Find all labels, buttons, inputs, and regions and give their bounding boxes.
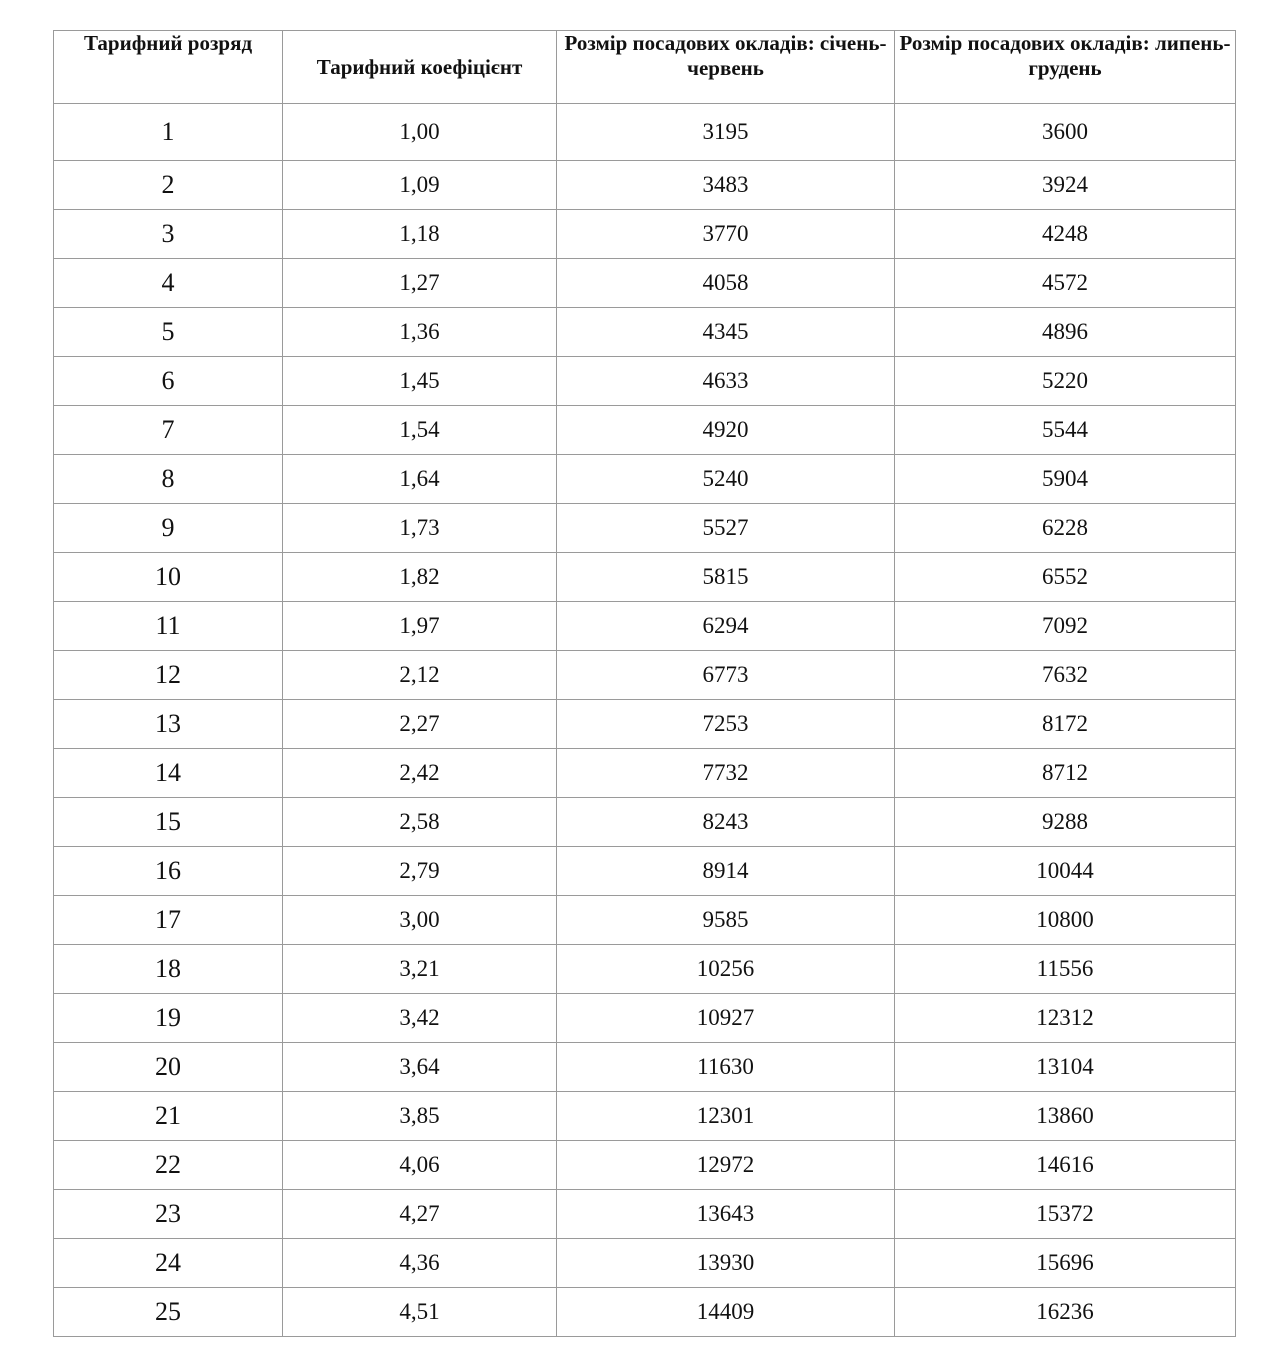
table-row (54, 798, 1236, 847)
tariff-salary-table (53, 30, 1236, 1337)
tariff-category-cell: 12 (54, 651, 283, 700)
table-row (54, 104, 1236, 161)
tariff-category-cell: 23 (54, 1190, 283, 1239)
tariff-coefficient-cell: 1,54 (283, 406, 557, 455)
salary-jul-dec-cell: 14616 (895, 1141, 1236, 1190)
salary-jan-jun-cell: 6773 (557, 651, 895, 700)
salary-jul-dec-cell: 6552 (895, 553, 1236, 602)
tariff-coefficient-cell: 1,27 (283, 259, 557, 308)
tariff-coefficient-cell: 2,79 (283, 847, 557, 896)
table-row (54, 602, 1236, 651)
salary-jul-dec-cell: 10044 (895, 847, 1236, 896)
tariff-coefficient-cell: 4,36 (283, 1239, 557, 1288)
salary-jul-dec-cell: 3600 (895, 104, 1236, 161)
header-tariff-coefficient: Тарифний коефіцієнт (283, 31, 557, 104)
tariff-category-cell: 5 (54, 308, 283, 357)
salary-jul-dec-cell: 16236 (895, 1288, 1236, 1337)
table-row (54, 1239, 1236, 1288)
salary-jan-jun-cell: 10256 (557, 945, 895, 994)
salary-jul-dec-cell: 6228 (895, 504, 1236, 553)
tariff-coefficient-cell: 1,73 (283, 504, 557, 553)
table-row (54, 1190, 1236, 1239)
tariff-coefficient-cell: 3,00 (283, 896, 557, 945)
salary-jan-jun-cell: 6294 (557, 602, 895, 651)
table-row (54, 945, 1236, 994)
tariff-category-cell: 8 (54, 455, 283, 504)
table-row (54, 651, 1236, 700)
tariff-category-cell: 1 (54, 104, 283, 161)
salary-jan-jun-cell: 4345 (557, 308, 895, 357)
tariff-coefficient-cell: 1,82 (283, 553, 557, 602)
salary-jan-jun-cell: 4058 (557, 259, 895, 308)
table-row (54, 994, 1236, 1043)
salary-jul-dec-cell: 13860 (895, 1092, 1236, 1141)
tariff-category-cell: 9 (54, 504, 283, 553)
header-tariff-category: Тарифний розряд (54, 31, 283, 104)
tariff-coefficient-cell: 1,09 (283, 161, 557, 210)
table-row (54, 259, 1236, 308)
salary-jan-jun-cell: 11630 (557, 1043, 895, 1092)
tariff-coefficient-cell: 3,85 (283, 1092, 557, 1141)
salary-jul-dec-cell: 15372 (895, 1190, 1236, 1239)
salary-jan-jun-cell: 3770 (557, 210, 895, 259)
salary-jan-jun-cell: 9585 (557, 896, 895, 945)
table-row (54, 210, 1236, 259)
salary-jan-jun-cell: 5240 (557, 455, 895, 504)
tariff-category-cell: 10 (54, 553, 283, 602)
salary-jul-dec-cell: 10800 (895, 896, 1236, 945)
salary-jul-dec-cell: 15696 (895, 1239, 1236, 1288)
tariff-coefficient-cell: 4,27 (283, 1190, 557, 1239)
tariff-category-cell: 21 (54, 1092, 283, 1141)
tariff-coefficient-cell: 2,58 (283, 798, 557, 847)
table-row (54, 1092, 1236, 1141)
tariff-category-cell: 7 (54, 406, 283, 455)
tariff-category-cell: 15 (54, 798, 283, 847)
tariff-category-cell: 14 (54, 749, 283, 798)
table-row (54, 504, 1236, 553)
table-row (54, 406, 1236, 455)
table-row (54, 1288, 1236, 1337)
table-row (54, 455, 1236, 504)
table-row (54, 1141, 1236, 1190)
table-row (54, 896, 1236, 945)
salary-jul-dec-cell: 5220 (895, 357, 1236, 406)
table-row (54, 357, 1236, 406)
salary-jan-jun-cell: 7732 (557, 749, 895, 798)
salary-jul-dec-cell: 7092 (895, 602, 1236, 651)
tariff-coefficient-cell: 2,42 (283, 749, 557, 798)
salary-jan-jun-cell: 4633 (557, 357, 895, 406)
salary-jan-jun-cell: 7253 (557, 700, 895, 749)
salary-jul-dec-cell: 11556 (895, 945, 1236, 994)
table-row (54, 308, 1236, 357)
table-row (54, 749, 1236, 798)
salary-jan-jun-cell: 14409 (557, 1288, 895, 1337)
tariff-category-cell: 18 (54, 945, 283, 994)
salary-jan-jun-cell: 8914 (557, 847, 895, 896)
tariff-coefficient-cell: 1,00 (283, 104, 557, 161)
tariff-category-cell: 19 (54, 994, 283, 1043)
salary-jul-dec-cell: 4572 (895, 259, 1236, 308)
tariff-coefficient-cell: 1,64 (283, 455, 557, 504)
tariff-category-cell: 13 (54, 700, 283, 749)
salary-jul-dec-cell: 3924 (895, 161, 1236, 210)
salary-jan-jun-cell: 13643 (557, 1190, 895, 1239)
salary-jul-dec-cell: 4248 (895, 210, 1236, 259)
tariff-coefficient-cell: 1,18 (283, 210, 557, 259)
salary-jul-dec-cell: 8172 (895, 700, 1236, 749)
salary-jul-dec-cell: 13104 (895, 1043, 1236, 1092)
salary-jan-jun-cell: 12301 (557, 1092, 895, 1141)
tariff-coefficient-cell: 1,45 (283, 357, 557, 406)
salary-jan-jun-cell: 12972 (557, 1141, 895, 1190)
tariff-category-cell: 22 (54, 1141, 283, 1190)
tariff-category-cell: 16 (54, 847, 283, 896)
table-row (54, 847, 1236, 896)
tariff-category-cell: 20 (54, 1043, 283, 1092)
table-row (54, 700, 1236, 749)
tariff-category-cell: 24 (54, 1239, 283, 1288)
header-salary-jan-jun: Розмір посадових окладів: січень-червень (557, 31, 895, 104)
salary-jan-jun-cell: 3195 (557, 104, 895, 161)
salary-jul-dec-cell: 5544 (895, 406, 1236, 455)
tariff-category-cell: 25 (54, 1288, 283, 1337)
header-row (54, 31, 1236, 104)
salary-jul-dec-cell: 4896 (895, 308, 1236, 357)
tariff-coefficient-cell: 2,27 (283, 700, 557, 749)
salary-jul-dec-cell: 7632 (895, 651, 1236, 700)
salary-jan-jun-cell: 3483 (557, 161, 895, 210)
salary-jan-jun-cell: 4920 (557, 406, 895, 455)
tariff-category-cell: 2 (54, 161, 283, 210)
tariff-category-cell: 4 (54, 259, 283, 308)
tariff-coefficient-cell: 4,51 (283, 1288, 557, 1337)
tariff-coefficient-cell: 3,21 (283, 945, 557, 994)
tariff-category-cell: 17 (54, 896, 283, 945)
salary-jul-dec-cell: 8712 (895, 749, 1236, 798)
salary-jul-dec-cell: 5904 (895, 455, 1236, 504)
salary-jan-jun-cell: 5815 (557, 553, 895, 602)
table-row (54, 553, 1236, 602)
salary-jan-jun-cell: 8243 (557, 798, 895, 847)
tariff-coefficient-cell: 4,06 (283, 1141, 557, 1190)
salary-jan-jun-cell: 5527 (557, 504, 895, 553)
tariff-coefficient-cell: 1,97 (283, 602, 557, 651)
tariff-coefficient-cell: 3,42 (283, 994, 557, 1043)
salary-jan-jun-cell: 13930 (557, 1239, 895, 1288)
tariff-category-cell: 3 (54, 210, 283, 259)
table-body (54, 104, 1236, 1337)
salary-jan-jun-cell: 10927 (557, 994, 895, 1043)
tariff-category-cell: 11 (54, 602, 283, 651)
tariff-category-cell: 6 (54, 357, 283, 406)
tariff-coefficient-cell: 2,12 (283, 651, 557, 700)
tariff-coefficient-cell: 3,64 (283, 1043, 557, 1092)
salary-jul-dec-cell: 9288 (895, 798, 1236, 847)
table-row (54, 161, 1236, 210)
table-row (54, 1043, 1236, 1092)
header-salary-jul-dec: Розмір посадових окладів: липень-грудень (895, 31, 1236, 104)
salary-jul-dec-cell: 12312 (895, 994, 1236, 1043)
tariff-coefficient-cell: 1,36 (283, 308, 557, 357)
